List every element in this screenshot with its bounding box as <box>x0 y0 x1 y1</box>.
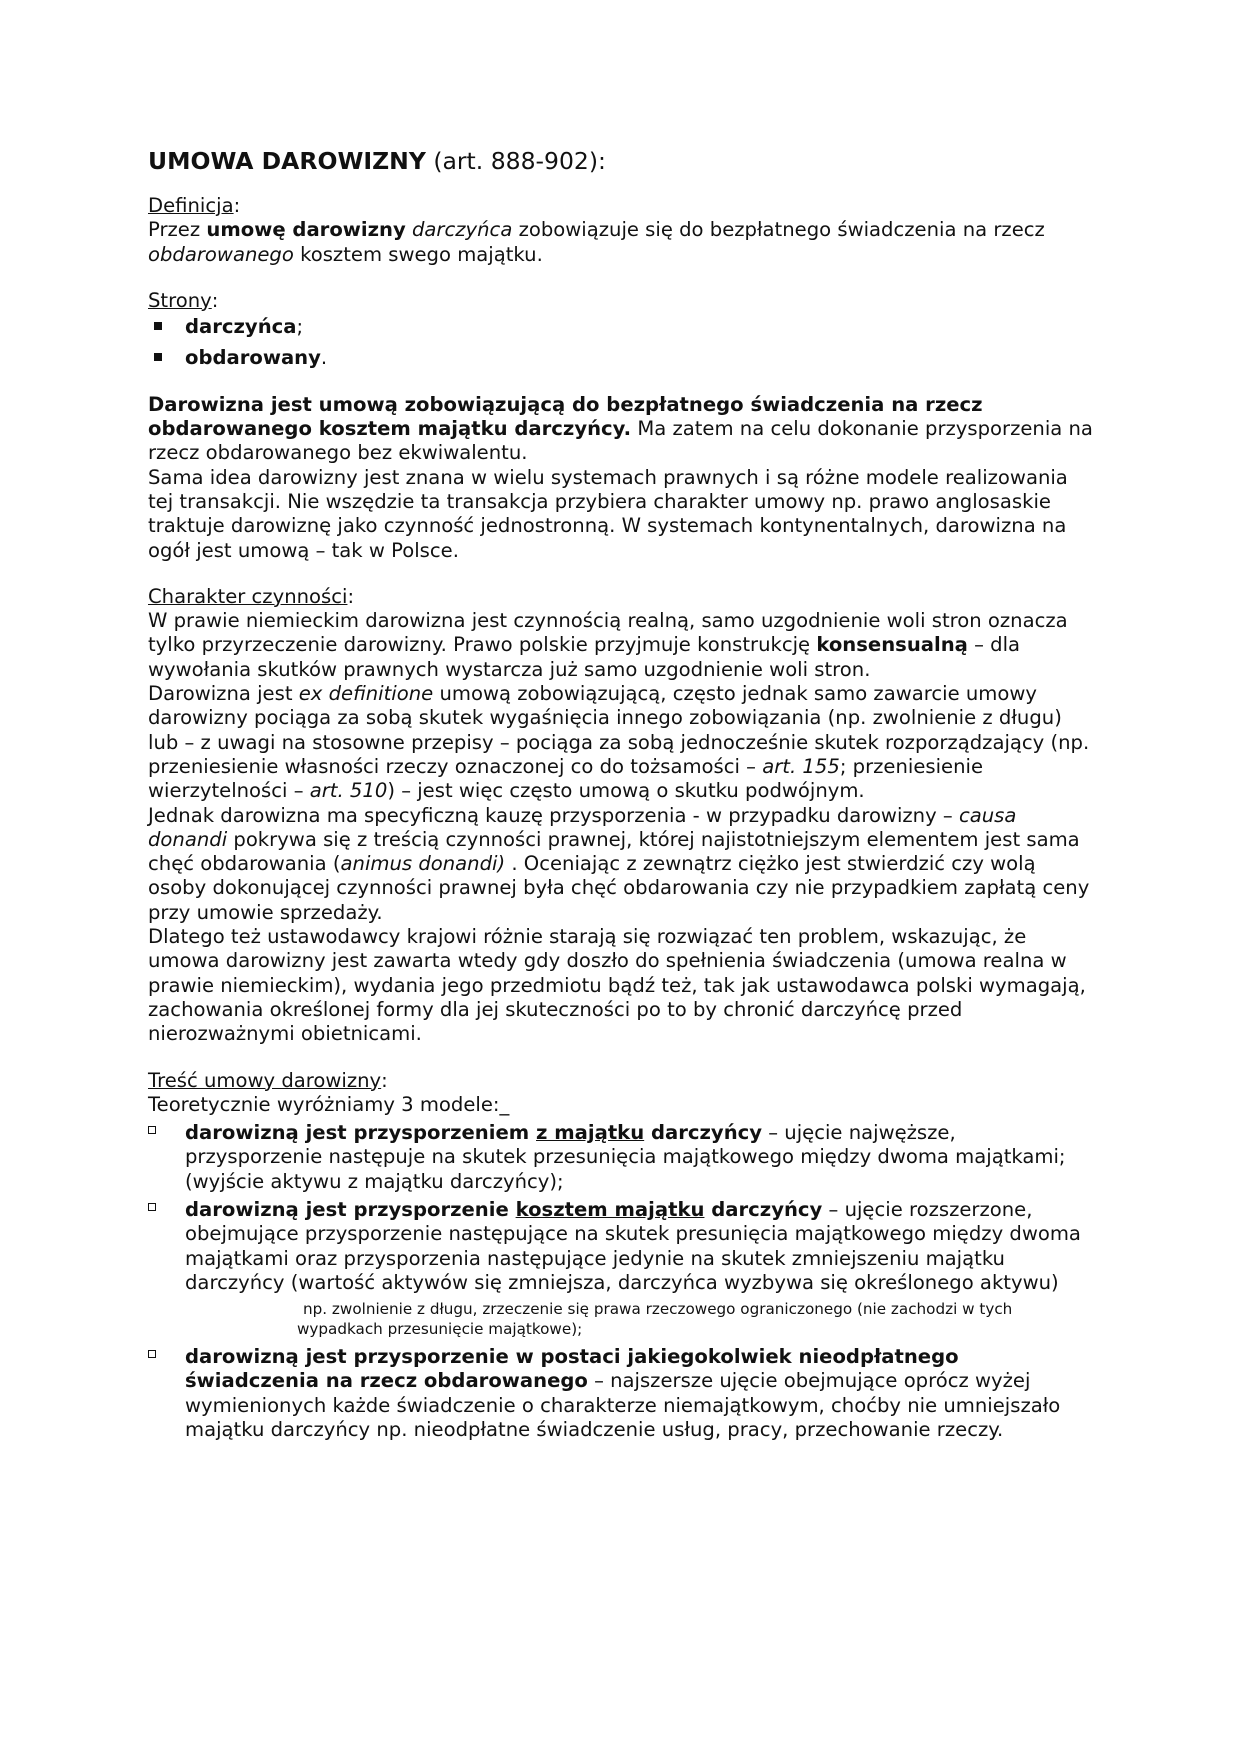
heading-strony-text: Strony <box>148 288 212 312</box>
italic-text: ex definitione <box>298 682 434 706</box>
text: umową zobowiązującą, często jednak samo zawarcie umowy darowizny pociąga za sobą skutek wygaśnięcia innego zobowiązania (np. zwolnienie z długu) lub – z uwagi na stosowne przepisy – pociąga za sobą jednocześnie skutek rozporządzający (np. przeniesienie własności rzeczy oznaczonej co do tożsamości – <box>148 682 1090 778</box>
list-item <box>148 1121 1094 1194</box>
section-tresc <box>148 1069 1094 1443</box>
charakter-paragraph-2 <box>148 682 1094 803</box>
heading-definicja <box>148 194 1094 218</box>
heading-definicja-text: Definicja <box>148 194 234 217</box>
tresc-intro: Teoretycznie wyróżniamy 3 modele:_ <box>148 1092 510 1116</box>
text: ; przeniesienie wierzytelności – <box>148 754 984 803</box>
text: – dla wywołania skutków prawnych wystarcza już samo uzgodnienie woli stron. <box>148 633 1021 681</box>
bold-text: darczyńcy <box>644 1121 763 1145</box>
section-strony <box>148 289 1094 371</box>
heading-charakter <box>148 585 1094 609</box>
text: ; <box>296 315 304 339</box>
list-item <box>148 315 1094 339</box>
footnote-example <box>185 1299 1094 1339</box>
text: . <box>320 346 328 370</box>
square-bullet-icon <box>154 322 162 330</box>
italic-text: art. 510 <box>309 779 388 803</box>
note-line: np. zwolnienie z długu, zrzeczenie się prawa rzeczowego ograniczonego (nie zachodzi w tych <box>303 1300 1013 1319</box>
text: Przez <box>148 218 207 242</box>
section-charakter <box>148 585 1094 1047</box>
heading-colon: : <box>347 584 355 608</box>
text: pokrywa się z treścią czynności prawnej, której najistotniejszym elementem jest sama chęć obdarowania ( <box>148 827 1080 876</box>
heading-tresc-text: Treść umowy darowizny <box>148 1068 382 1092</box>
italic-text: animus donandi) <box>340 852 506 876</box>
heading-strony <box>148 289 1094 313</box>
charakter-paragraph-3 <box>148 804 1094 925</box>
square-bullet-icon <box>154 353 162 361</box>
italic-text: obdarowanego <box>148 242 294 266</box>
strony-list <box>148 315 1094 371</box>
text: Darowizna jest <box>148 682 299 706</box>
charakter-paragraph-4: Dlatego też ustawodawcy krajowi różnie starają się rozwiązać ten problem, wskazując, że umowa darowizny jest zawarta wtedy gdy doszło do spełnienia świadczenia (umowa realna w prawie niemieckim), wydania jego przedmiotu bądź też, tak jak ustawodawca polski wymagają, zachowania określonej formy dla jej skuteczności po to by chronić darczyńcę przed nierozważnymi obietnicami. <box>148 925 1086 1046</box>
definicja-paragraph <box>148 218 1094 267</box>
heading-tresc <box>148 1069 1094 1093</box>
hollow-square-bullet-icon <box>148 1350 156 1358</box>
charakter-paragraph-1 <box>148 609 1094 682</box>
text: . Oceniając z zewnątrz ciężko jest stwierdzić czy wolą osoby dokonującej czynności prawnej była chęć obdarowania czy nie przypadkiem zapłatą ceny przy umowie sprzedaży. <box>148 852 1090 924</box>
list-item <box>148 346 1094 370</box>
heading-colon: : <box>381 1068 388 1092</box>
list-item <box>148 1198 1094 1339</box>
text: ) – jest więc często umową o skutku podwójnym. <box>387 779 865 803</box>
bold-text: darowizną jest przysporzenie <box>185 1197 516 1221</box>
bold-text: obdarowany <box>185 346 321 370</box>
document-body <box>148 146 1094 1446</box>
italic-text: art. 155 <box>762 754 840 778</box>
heading-colon: : <box>233 194 241 217</box>
text: – ujęcie rozszerzone, obejmujące przysporzenie następujące na skutek presunięcia majątkowego między dwoma majątkami oraz przysporzenia następujące jedynie na skutek zmniejszeniu majątku darczyńcy (wartość aktywów się zmniejsza, darczyńca wyzbywa się określonego aktywu) <box>185 1197 1081 1294</box>
modele-list <box>148 1121 1094 1442</box>
darowizna-paragraph-2: Sama idea darowizny jest znana w wielu systemach prawnych i są różne modele realizowania tej transakcji. Nie wszędzie ta transakcja przybiera charakter umowy np. prawo anglosaskie traktuje darowiznę jako czynność jednostronną. W systemach kontynentalnych, darowizna na ogół jest umową – tak w Polsce. <box>148 465 1068 562</box>
note-line: wypadkach przesunięcie majątkowe); <box>297 1320 583 1339</box>
text: zobowiązuje się do bezpłatnego świadczenia na rzecz <box>512 218 1045 242</box>
text: W prawie niemieckim darowizna jest czynnością realną, samo uzgodnienie woli stron oznacza tylko przyrzeczenie darowizny. Prawo polskie przyjmuje konstrukcję <box>148 609 1068 657</box>
section-definicja <box>148 194 1094 267</box>
hollow-square-bullet-icon <box>148 1126 156 1134</box>
bold-text: umowę darowizny <box>206 218 406 242</box>
hollow-square-bullet-icon <box>148 1203 156 1211</box>
italic-text: darczyńca <box>411 218 513 242</box>
bold-text: darowizną jest przysporzeniem <box>185 1121 537 1145</box>
heading-colon: : <box>211 288 219 312</box>
title-main: UMOWA DAROWIZNY <box>148 147 426 175</box>
bold-text: darczyńcy <box>704 1197 823 1221</box>
section-darowizna <box>148 393 1094 563</box>
text: Jednak darowizna ma specyficzną kauzę przysporzenia - w przypadku darowizny – <box>148 803 959 827</box>
document-title <box>148 146 1094 176</box>
bold-underlined-text: kosztem majątku <box>515 1197 705 1221</box>
text: – najszersze ujęcie obejmujące oprócz wyżej wymienionych każde świadczenie o charakterze niemajątkowym, choćby nie umniejszało majątku darczyńcy np. nieodpłatne świadczenie usług, pracy, przechowanie rzeczy. <box>185 1369 1061 1442</box>
italic-text: causa donandi <box>148 803 1017 851</box>
heading-charakter-text: Charakter czynności <box>148 584 348 608</box>
bold-underlined-text: z majątku <box>536 1121 645 1145</box>
bold-text: darczyńca <box>185 315 297 339</box>
bold-text: Darowizna jest umową zobowiązującą do bezpłatnego świadczenia na rzecz obdarowanego kosztem majątku darczyńcy. <box>148 392 983 441</box>
title-suffix: (art. 888-902): <box>425 147 606 175</box>
bold-text: darowizną jest przysporzenie w postaci jakiegokolwiek nieodpłatnego świadczenia na rzecz obdarowanego <box>185 1345 959 1393</box>
bold-text: konsensualną <box>816 633 968 657</box>
darowizna-paragraph-1 <box>148 393 1094 466</box>
text: kosztem swego majątku. <box>293 242 543 266</box>
text: – ujęcie najwęższe, przysporzenie następuje na skutek przesunięcia majątkowego między dwoma majątkami; (wyjście aktywu z majątku darczyńcy); <box>185 1121 1066 1193</box>
text: Ma zatem na celu dokonanie przysporzenia na rzecz obdarowanego bez ekwiwalentu. <box>148 417 1093 465</box>
list-item <box>148 1345 1094 1442</box>
